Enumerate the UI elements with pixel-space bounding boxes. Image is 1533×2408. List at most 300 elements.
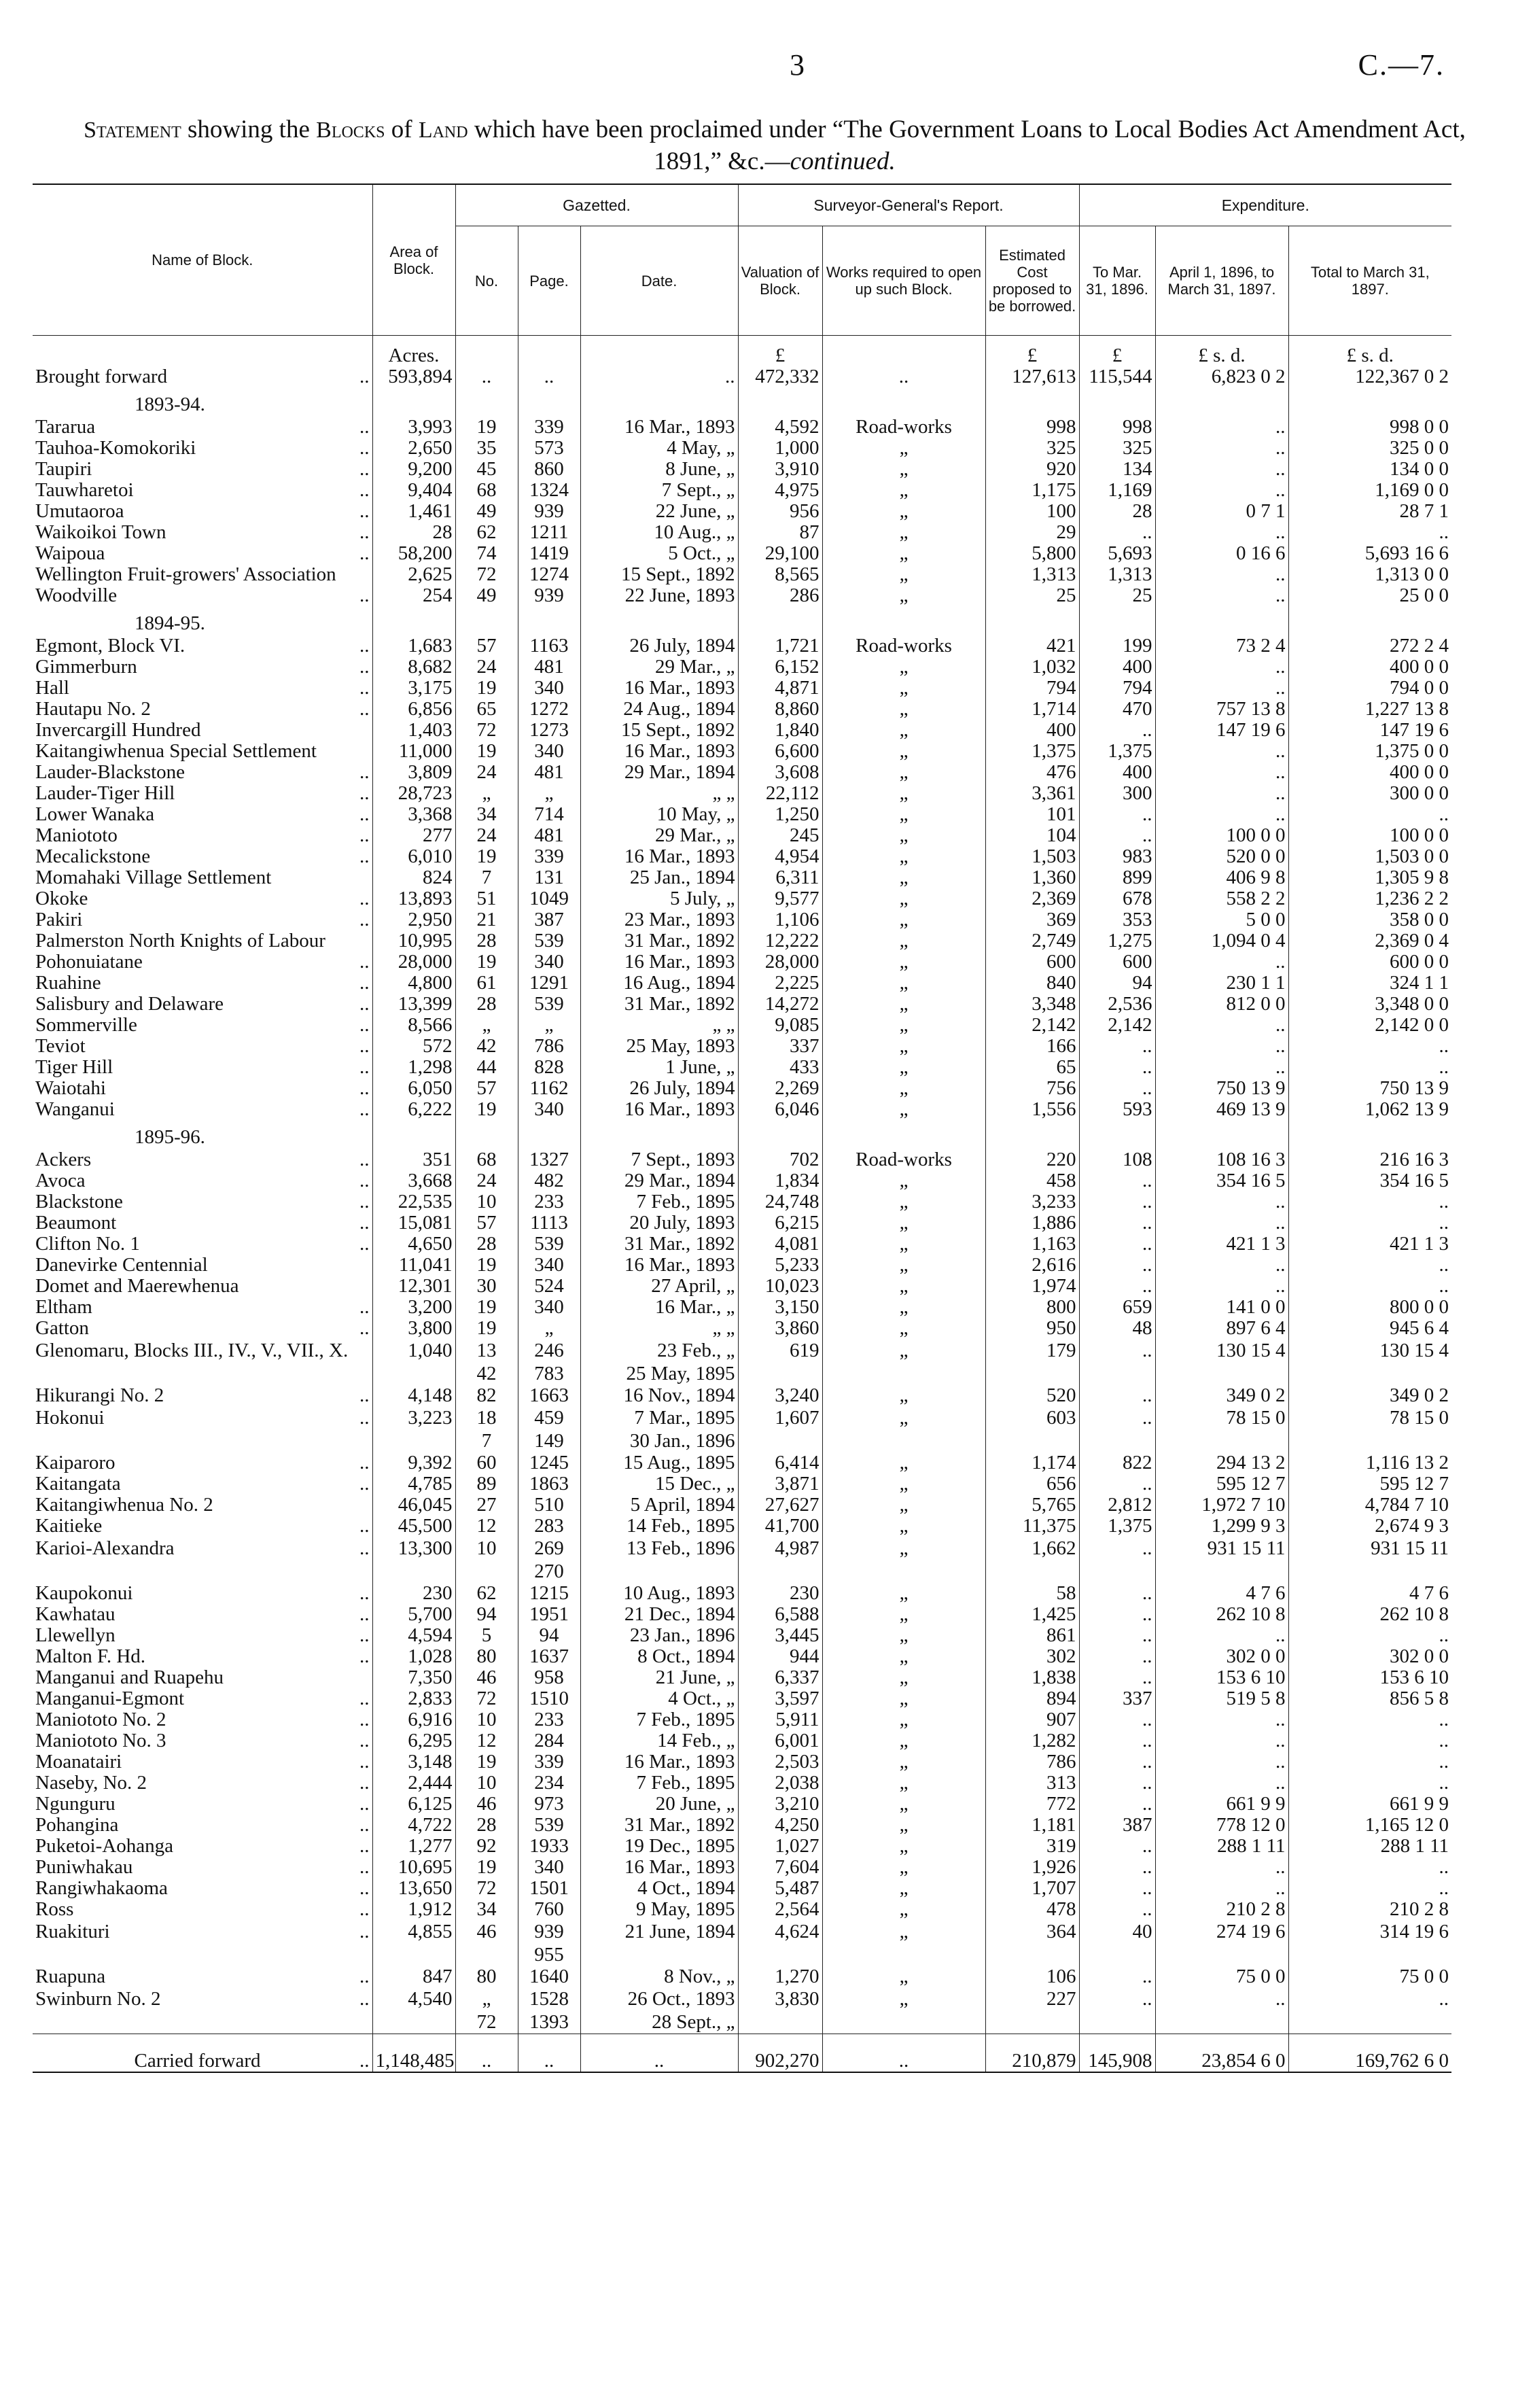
table-row <box>33 699 1451 720</box>
cell-date: 14 Feb., „ <box>580 1730 738 1751</box>
cell-block-name: Swinburn No. 2 .. <box>35 1988 370 2010</box>
cell-apr96: 750 13 9 <box>1155 1078 1288 1099</box>
cell-date: „ „ <box>580 783 738 804</box>
cell-valuation: 8,565 <box>738 564 822 585</box>
cell-total: 302 0 0 <box>1288 1646 1451 1667</box>
cell-cost: 101 <box>985 804 1079 825</box>
cell-total: .. <box>1288 1255 1451 1276</box>
header-cost: Estimated Cost proposed to be borrowed. <box>985 226 1079 336</box>
cell-works: „ <box>822 1255 985 1276</box>
cell-no: 60 <box>455 1452 518 1473</box>
cell-cost: 421 <box>985 635 1079 657</box>
cell-block-name: Gimmerburn .. <box>35 657 370 678</box>
cell-apr96: .. <box>1155 1276 1288 1297</box>
cell-area: 10,695 <box>372 1857 455 1878</box>
cell-page: 481 <box>518 762 580 783</box>
cell-date: 25 May, 1893 <box>580 1036 738 1057</box>
table-row <box>33 825 1451 846</box>
table-row <box>33 1646 1451 1667</box>
cell-block-name: Manganui-Egmont .. <box>35 1688 370 1709</box>
cell-block-name: Clifton No. 1 .. <box>35 1234 370 1255</box>
cell-total: 2,142 0 0 <box>1288 1015 1451 1036</box>
unit-apr: £ s. d. <box>1155 336 1288 367</box>
cell-no: 10 <box>455 1709 518 1730</box>
cell-no: 19 <box>455 741 518 762</box>
cell-page: 94 <box>518 1625 580 1646</box>
cell-area: 45,500 <box>372 1516 455 1537</box>
cell-valuation: 41,700 <box>738 1516 822 1537</box>
cell-works: „ <box>822 1191 985 1212</box>
cell-to96: .. <box>1079 1212 1155 1234</box>
statement-title <box>61 114 1488 177</box>
cell-date: 16 Mar., 1893 <box>580 678 738 699</box>
cell-valuation: 2,503 <box>738 1751 822 1773</box>
cell-date: 29 Mar., „ <box>580 657 738 678</box>
carried-total: 169,762 6 0 <box>1288 2034 1451 2073</box>
cell-cost: 458 <box>985 1170 1079 1191</box>
cell-apr96: .. <box>1155 804 1288 825</box>
cell-no: 82 <box>455 1385 518 1406</box>
cell-cost: 2,616 <box>985 1255 1079 1276</box>
cell-apr96: 302 0 0 <box>1155 1646 1288 1667</box>
cell-valuation: 3,150 <box>738 1297 822 1318</box>
cell-no: 19 <box>455 1255 518 1276</box>
cell-valuation: 956 <box>738 501 822 522</box>
cell-works: „ <box>822 480 985 501</box>
table-row <box>33 1987 1451 2034</box>
cell-area: 1,912 <box>372 1899 455 1920</box>
table-row <box>33 1212 1451 1234</box>
cell-date: 19 Dec., 1895 <box>580 1836 738 1857</box>
cell-total: 349 0 2 <box>1288 1385 1451 1406</box>
cell-total: 2,369 0 4 <box>1288 930 1451 952</box>
cell-to96: 40 <box>1079 1920 1155 1966</box>
cell-total: 400 0 0 <box>1288 657 1451 678</box>
cell-no: 24 <box>455 1170 518 1191</box>
cell-page: 1272 <box>518 699 580 720</box>
cell-valuation: 14,272 <box>738 994 822 1015</box>
cell-block-name: Danevirke Centennial <box>35 1255 208 1276</box>
cell-cost: 1,503 <box>985 846 1079 867</box>
cell-works: „ <box>822 585 985 606</box>
cell-valuation: 12,222 <box>738 930 822 952</box>
cell-total: 314 19 6 <box>1288 1920 1451 1966</box>
cell-block-name: Puniwhakau .. <box>35 1857 370 1878</box>
cell-cost: 786 <box>985 1751 1079 1773</box>
cell-no: 57 <box>455 1078 518 1099</box>
cell-page: „ <box>518 1015 580 1036</box>
cell-no: 10 <box>455 1773 518 1794</box>
cell-valuation: 3,597 <box>738 1688 822 1709</box>
cell-to96: 659 <box>1079 1297 1155 1318</box>
cell-no: 46 <box>455 1794 518 1815</box>
cell-block-name: Waikoikoi Town .. <box>35 522 370 543</box>
title-text-3: which have been proclaimed under “The Government Loans to Local Bodies Act Amendment Act, 1891,” &c.— <box>468 116 1466 175</box>
cell-total: 130 15 4 <box>1288 1339 1451 1385</box>
cell-no: 49 <box>455 585 518 606</box>
cell-area: 3,809 <box>372 762 455 783</box>
cell-date: 7 Sept., 1893 <box>580 1149 738 1170</box>
cell-area: 847 <box>372 1966 455 1987</box>
table-row <box>33 888 1451 909</box>
cell-no: 72 <box>455 564 518 585</box>
cell-page: 973 <box>518 1794 580 1815</box>
cell-block-name: Kaitieke .. <box>35 1516 370 1537</box>
cell-date: 31 Mar., 1892 <box>580 1234 738 1255</box>
unit-area: Acres. <box>372 336 455 367</box>
cell-works: „ <box>822 678 985 699</box>
cell-total: .. <box>1288 1036 1451 1057</box>
cell-apr96: 897 6 4 <box>1155 1318 1288 1339</box>
cell-cost: 3,348 <box>985 994 1079 1015</box>
cell-total: 1,165 12 0 <box>1288 1815 1451 1836</box>
cell-no: 12 <box>455 1730 518 1751</box>
cell-date: 20 July, 1893 <box>580 1212 738 1234</box>
section-year: 1895-96. <box>135 1126 205 1148</box>
cell-no: 10 <box>455 1191 518 1212</box>
cell-area: 824 <box>372 867 455 888</box>
table-row <box>33 635 1451 657</box>
cell-cost: 319 <box>985 1836 1079 1857</box>
cell-to96: 600 <box>1079 952 1155 973</box>
cell-area: 46,045 <box>372 1495 455 1516</box>
table-row <box>33 417 1451 438</box>
cell-total: 288 1 11 <box>1288 1836 1451 1857</box>
cell-apr96: 153 6 10 <box>1155 1667 1288 1688</box>
cell-valuation: 1,607 <box>738 1406 822 1452</box>
cell-works: „ <box>822 973 985 994</box>
cell-total: 1,236 2 2 <box>1288 888 1451 909</box>
table-row <box>33 1339 1451 1385</box>
cell-no: 61 <box>455 973 518 994</box>
cell-apr96: 812 0 0 <box>1155 994 1288 1015</box>
cell-total: 358 0 0 <box>1288 909 1451 930</box>
cell-no: 28 <box>455 1234 518 1255</box>
cell-date: 21 June, „ <box>580 1667 738 1688</box>
cell-date: .. <box>580 366 738 387</box>
cell-valuation: 337 <box>738 1036 822 1057</box>
table-body <box>33 336 1451 2034</box>
cell-date: 27 April, „ <box>580 1276 738 1297</box>
cell-total: .. <box>1288 1212 1451 1234</box>
cell-page: 1501 <box>518 1878 580 1899</box>
cell-total: 1,116 13 2 <box>1288 1452 1451 1473</box>
cell-total: 122,367 0 2 <box>1288 366 1451 387</box>
cell-cost: 364 <box>985 1920 1079 1966</box>
cell-works: „ <box>822 1452 985 1473</box>
cell-date: 20 June, „ <box>580 1794 738 1815</box>
cell-date: 21 June, 1894 <box>580 1920 738 1966</box>
cell-works: „ <box>822 1516 985 1537</box>
paper-reference: C.—7. <box>1358 48 1445 82</box>
cell-cost: 179 <box>985 1339 1079 1385</box>
cell-total: .. <box>1288 1191 1451 1212</box>
table-row <box>33 459 1451 480</box>
cell-page: 828 <box>518 1057 580 1078</box>
cell-block-name: Puketoi-Aohanga .. <box>35 1836 370 1857</box>
cell-area: 3,368 <box>372 804 455 825</box>
cell-to96: .. <box>1079 1537 1155 1583</box>
cell-block-name: Woodville .. <box>35 585 370 606</box>
cell-no: 94 <box>455 1604 518 1625</box>
cell-no: 19 <box>455 952 518 973</box>
cell-area: 6,010 <box>372 846 455 867</box>
cell-block-name: Mecalickstone .. <box>35 846 370 867</box>
cell-works: „ <box>822 1878 985 1899</box>
title-word-blocks: Blocks <box>316 118 385 143</box>
cell-works: „ <box>822 1099 985 1120</box>
cell-to96: .. <box>1079 1966 1155 1987</box>
table-row <box>33 1537 1451 1583</box>
cell-block-name: Wanganui .. <box>35 1099 370 1120</box>
cell-valuation: 5,487 <box>738 1878 822 1899</box>
cell-works: „ <box>822 846 985 867</box>
cell-area: 3,668 <box>372 1170 455 1191</box>
table-row <box>33 720 1451 741</box>
cell-to96: .. <box>1079 1191 1155 1212</box>
cell-no: 5 <box>455 1625 518 1646</box>
cell-block-name: Umutaoroa .. <box>35 501 370 522</box>
cell-area: 9,404 <box>372 480 455 501</box>
cell-date: 21 Dec., 1894 <box>580 1604 738 1625</box>
cell-apr96: 262 10 8 <box>1155 1604 1288 1625</box>
cell-valuation: 9,085 <box>738 1015 822 1036</box>
table-row <box>33 741 1451 762</box>
cell-to96: 678 <box>1079 888 1155 909</box>
cell-works: „ <box>822 994 985 1015</box>
cell-page: 939 <box>518 585 580 606</box>
cell-to96: .. <box>1079 1625 1155 1646</box>
cell-to96: .. <box>1079 1234 1155 1255</box>
cell-to96: 593 <box>1079 1099 1155 1120</box>
cell-works: „ <box>822 438 985 459</box>
blocks-table <box>33 184 1451 2073</box>
table-row <box>33 1297 1451 1318</box>
cell-area: 13,399 <box>372 994 455 1015</box>
cell-area: 6,856 <box>372 699 455 720</box>
cell-area: 2,950 <box>372 909 455 930</box>
cell-works: Road-works <box>822 635 985 657</box>
cell-valuation: 286 <box>738 585 822 606</box>
cell-no: 28 <box>455 994 518 1015</box>
cell-to96: .. <box>1079 1583 1155 1604</box>
cell-works: „ <box>822 1688 985 1709</box>
cell-block-name: Maniototo No. 3 .. <box>35 1730 370 1751</box>
table-row <box>33 994 1451 1015</box>
carried-to96: 145,908 <box>1079 2034 1155 2073</box>
cell-works: „ <box>822 1773 985 1794</box>
cell-block-name: Tauwharetoi .. <box>35 480 370 501</box>
cell-works: „ <box>822 825 985 846</box>
cell-page: 939 <box>518 501 580 522</box>
cell-total: 2,674 9 3 <box>1288 1516 1451 1537</box>
cell-date: „ „ <box>580 1015 738 1036</box>
cell-valuation: 1,250 <box>738 804 822 825</box>
cell-total: 595 12 7 <box>1288 1473 1451 1495</box>
cell-cost: 1,886 <box>985 1212 1079 1234</box>
cell-works: „ <box>822 1495 985 1516</box>
cell-total: 4,784 7 10 <box>1288 1495 1451 1516</box>
cell-no: 65 <box>455 699 518 720</box>
cell-cost: 100 <box>985 501 1079 522</box>
table-row <box>33 564 1451 585</box>
cell-page: 284 <box>518 1730 580 1751</box>
table-row <box>33 678 1451 699</box>
cell-date: 14 Feb., 1895 <box>580 1516 738 1537</box>
cell-block-name: Taupiri .. <box>35 459 370 480</box>
cell-to96: 998 <box>1079 417 1155 438</box>
cell-valuation: 5,233 <box>738 1255 822 1276</box>
cell-to96: .. <box>1079 1878 1155 1899</box>
cell-works: „ <box>822 867 985 888</box>
table-row <box>33 1406 1451 1452</box>
cell-block-name: Blackstone .. <box>35 1191 370 1212</box>
cell-block-name: Kaitangata .. <box>35 1473 370 1495</box>
section-heading-row <box>33 1120 1451 1149</box>
cell-date: 10 Aug., 1893 <box>580 1583 738 1604</box>
cell-apr96: 349 0 2 <box>1155 1385 1288 1406</box>
cell-valuation: 4,081 <box>738 1234 822 1255</box>
cell-cost: 600 <box>985 952 1079 973</box>
cell-page: „ <box>518 1318 580 1339</box>
cell-block-name: Moanatairi .. <box>35 1751 370 1773</box>
cell-date: 23 Jan., 1896 <box>580 1625 738 1646</box>
cell-total: .. <box>1288 1709 1451 1730</box>
cell-valuation: 6,414 <box>738 1452 822 1473</box>
table-row <box>33 1036 1451 1057</box>
cell-date: 23 Feb., „ 25 May, 1895 <box>580 1339 738 1385</box>
table-row <box>33 846 1451 867</box>
cell-no: 89 <box>455 1473 518 1495</box>
cell-to96: 300 <box>1079 783 1155 804</box>
cell-works: „ <box>822 952 985 973</box>
cell-page: 510 <box>518 1495 580 1516</box>
table-row <box>33 1966 1451 1987</box>
cell-block-name: Kaupokonui .. <box>35 1583 370 1604</box>
cell-date: 29 Mar., 1894 <box>580 762 738 783</box>
table-row <box>33 1688 1451 1709</box>
cell-page: 339 <box>518 1751 580 1773</box>
carried-page: .. <box>518 2034 580 2073</box>
cell-apr96: 0 16 6 <box>1155 543 1288 564</box>
cell-area: 6,125 <box>372 1794 455 1815</box>
cell-apr96: .. <box>1155 480 1288 501</box>
carried-forward-row <box>33 2034 1451 2073</box>
cell-cost: 3,233 <box>985 1191 1079 1212</box>
table-row <box>33 1191 1451 1212</box>
cell-to96: 115,544 <box>1079 366 1155 387</box>
cell-to96: 108 <box>1079 1149 1155 1170</box>
cell-block-name: Rangiwhakaoma .. <box>35 1878 370 1899</box>
cell-total: 210 2 8 <box>1288 1899 1451 1920</box>
cell-valuation: 4,871 <box>738 678 822 699</box>
cell-area: 1,028 <box>372 1646 455 1667</box>
table-row <box>33 973 1451 994</box>
cell-to96: .. <box>1079 720 1155 741</box>
cell-no: 72 <box>455 1688 518 1709</box>
cell-apr96: 469 13 9 <box>1155 1099 1288 1120</box>
cell-to96: 94 <box>1079 973 1155 994</box>
cell-to96: 470 <box>1079 699 1155 720</box>
cell-block-name: Sommerville .. <box>35 1015 370 1036</box>
cell-works: „ <box>822 741 985 762</box>
cell-apr96: 519 5 8 <box>1155 1688 1288 1709</box>
section-heading-row <box>33 387 1451 417</box>
cell-to96: .. <box>1079 1836 1155 1857</box>
cell-apr96: .. <box>1155 1036 1288 1057</box>
table-row <box>33 1099 1451 1120</box>
cell-no: 62 <box>455 522 518 543</box>
cell-works: „ <box>822 1297 985 1318</box>
cell-valuation: 4,975 <box>738 480 822 501</box>
cell-date: 7 Sept., „ <box>580 480 738 501</box>
cell-page: 1211 <box>518 522 580 543</box>
cell-valuation: 6,001 <box>738 1730 822 1751</box>
cell-valuation: 245 <box>738 825 822 846</box>
cell-cost: 313 <box>985 1773 1079 1794</box>
cell-area: 6,295 <box>372 1730 455 1751</box>
cell-area: 1,277 <box>372 1836 455 1857</box>
cell-page: 939 955 <box>518 1920 580 1966</box>
cell-cost: 907 <box>985 1709 1079 1730</box>
table-header <box>33 184 1451 336</box>
cell-cost: 1,556 <box>985 1099 1079 1120</box>
cell-page: 1215 <box>518 1583 580 1604</box>
cell-works: „ <box>822 699 985 720</box>
section-year: 1893-94. <box>135 394 205 415</box>
cell-total: 661 9 9 <box>1288 1794 1451 1815</box>
cell-date: 16 Mar., 1893 <box>580 1099 738 1120</box>
cell-total: 75 0 0 <box>1288 1966 1451 1987</box>
cell-works: „ <box>822 1794 985 1815</box>
cell-no: 28 <box>455 1815 518 1836</box>
cell-to96: .. <box>1079 522 1155 543</box>
cell-area: 1,683 <box>372 635 455 657</box>
cell-area: 28 <box>372 522 455 543</box>
cell-area: 10,995 <box>372 930 455 952</box>
cell-no: 10 <box>455 1537 518 1583</box>
table-row <box>33 1899 1451 1920</box>
cell-area: 5,700 <box>372 1604 455 1625</box>
cell-works: „ <box>822 459 985 480</box>
table-row <box>33 867 1451 888</box>
cell-works: „ <box>822 1709 985 1730</box>
units-row <box>33 336 1451 367</box>
cell-to96: .. <box>1079 1646 1155 1667</box>
cell-block-name: Ackers .. <box>35 1149 370 1170</box>
table-row <box>33 1276 1451 1297</box>
cell-apr96: .. <box>1155 678 1288 699</box>
carried-label: Carried forward .. <box>33 2034 372 2073</box>
cell-cost: 603 <box>985 1406 1079 1452</box>
cell-works: .. <box>822 366 985 387</box>
cell-date: 8 Oct., 1894 <box>580 1646 738 1667</box>
cell-block-name: Manganui and Ruapehu <box>35 1667 224 1688</box>
cell-page: 1637 <box>518 1646 580 1667</box>
table-row <box>33 1057 1451 1078</box>
cell-page: 233 <box>518 1709 580 1730</box>
cell-works: „ <box>822 1406 985 1452</box>
table-row <box>33 909 1451 930</box>
cell-date: 16 Nov., 1894 <box>580 1385 738 1406</box>
cell-block-name: Salisbury and Delaware .. <box>35 994 370 1015</box>
table-row <box>33 1473 1451 1495</box>
cell-total: 300 0 0 <box>1288 783 1451 804</box>
cell-works: „ <box>822 762 985 783</box>
cell-valuation: 9,577 <box>738 888 822 909</box>
cell-cost: 25 <box>985 585 1079 606</box>
cell-to96: .. <box>1079 1036 1155 1057</box>
